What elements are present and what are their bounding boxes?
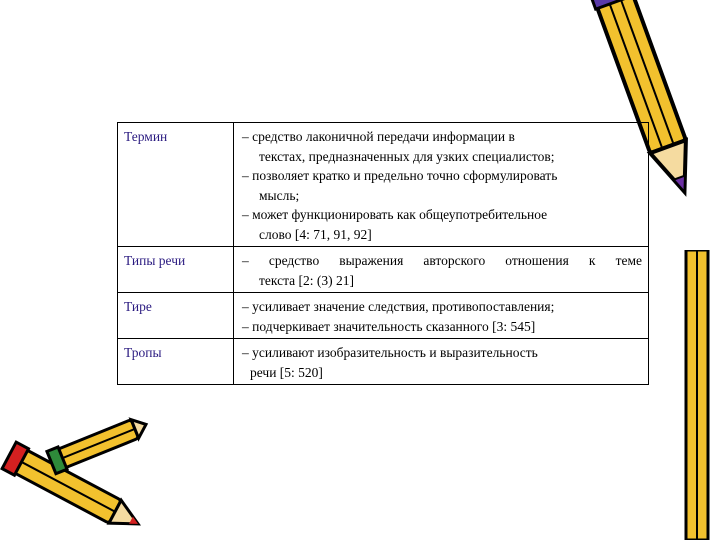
term-cell: Термин [118, 123, 234, 247]
definition-line: – позволяет кратко и предельно точно сформулировать [242, 168, 558, 183]
table-row [118, 339, 649, 385]
table-row [118, 123, 649, 247]
pencil-icon [40, 405, 150, 485]
definition-line: текста [2: (3) 21] [259, 272, 355, 288]
table-row [118, 293, 649, 339]
term-cell: Тире [118, 293, 234, 339]
definition-line: – средство лаконичной передачи информации в [242, 129, 515, 144]
definition-line: – усиливают изобразительность и выразительность [242, 345, 538, 360]
definition-line: мысль; [259, 187, 300, 203]
table-row [118, 247, 649, 293]
definition-line: слово [4: 71, 91, 92] [259, 226, 372, 242]
definition-line: – средство выражения авторского отношения к теме [242, 253, 642, 268]
terms-table [117, 122, 649, 385]
term-cell: Типы речи [118, 247, 234, 293]
definition-cell [234, 247, 649, 293]
definition-cell [234, 293, 649, 339]
definition-line: речи [5: 520] [250, 364, 323, 380]
definition-line: – подчеркивает значительность сказанного [3: 545] [242, 318, 536, 334]
definition-line: текстах, предназначенных для узких специалистов; [259, 148, 555, 164]
definition-line: – усиливает значение следствия, противопоставления; [242, 299, 555, 314]
pencil-icon [674, 250, 720, 540]
term-cell: Тропы [118, 339, 234, 385]
definition-cell [234, 339, 649, 385]
definition-line: – может функционировать как общеупотребительное [242, 207, 548, 222]
definition-cell [234, 123, 649, 247]
